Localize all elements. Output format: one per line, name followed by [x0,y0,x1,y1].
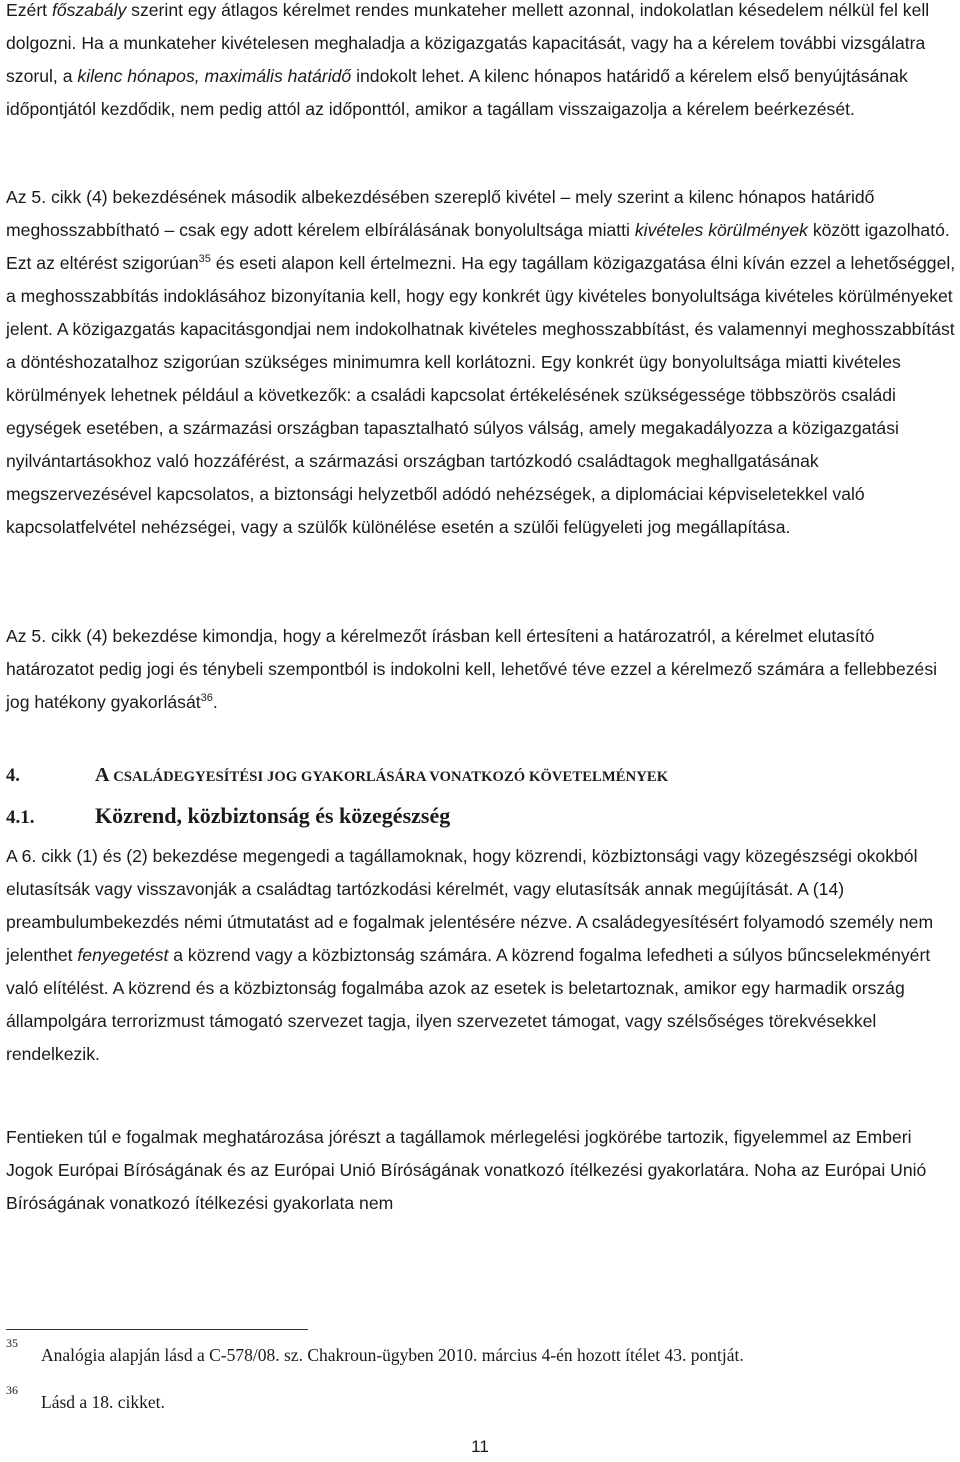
paragraph-processing-deadline [6,0,958,126]
text-segment: indokolt lehet. A kilenc hónapos határidő a kérelem első benyújtásának időpontjától kezdődik, nem pedig attól az időponttól, amikor a tagállam visszaigazolja a kérelem beérkezését. [6,66,908,119]
subsection-number: 4.1. [6,807,35,828]
paragraph-extension-exception [6,181,958,544]
emphasized-text: kilenc hónapos, maximális határidő [77,66,352,86]
text-segment: a közrend vagy a közbiztonság számára. A közrend fogalma lefedheti a súlyos bűncselekményért való elítélést. A közrend és a közbiztonság fogalmába azok az esetek is beletartoznak, amikor egy harmadik ország állampolgára terrorizmust támogató szervezet tagja, ilyen szervezetet támogat, vagy szélsőséges törekvésekkel rendelkezik. [6,945,931,1064]
footnote-reference[interactable]: 36 [200,692,213,704]
section-heading-4 [6,764,668,787]
footnote-text: Analógia alapján lásd a C-578/08. sz. Chakroun-ügyben 2010. március 4-én hozott ítélet 43. pontját. [41,1345,744,1365]
emphasized-text: fenyegetést [77,945,169,965]
text-segment: A 6. cikk (1) és (2) bekezdése megengedi a tagállamoknak, hogy közrendi, közbiztonsági vagy közegészségi okokból elutasítsák vagy visszavonják a családtag tartózkodási kérelmét, vagy elutasítsák annak megújítását. A (14) preambulumbekezdés némi útmutatást ad e fogalmak jelentésére nézve. A családegyesítésért folyamodó személy nem jelenthet [6,846,934,965]
footnote-separator [6,1329,308,1330]
section-title-initial: A [95,764,110,786]
paragraph-member-state-discretion [6,1121,958,1220]
footnote-text: Lásd a 18. cikket. [41,1392,165,1412]
subsection-title: Közrend, közbiztonság és közegészség [95,803,451,828]
text-segment: között igazolható. Ezt az eltérést szigorúan [6,220,950,273]
text-segment: Az 5. cikk (4) bekezdésének második albekezdésében szereplő kivétel – mely szerint a kilenc hónapos határidő meghosszabbítható – csak egy adott kérelem elbírálásának bonyolultsága miatti [6,187,875,240]
paragraph-decision-notification [6,620,958,719]
text-segment: . [212,692,218,712]
footnote-number: 35 [6,1336,18,1350]
section-number: 4. [6,766,20,786]
text-segment: Fentieken túl e fogalmak meghatározása jórészt a tagállamok mérlegelési jogkörébe tartozik, figyelemmel az Emberi Jogok Európai Bíróságának és az Európai Unió Bíróságának vonatkozó ítélkezési gyakorlatára. Noha az Európai Unió Bíróságának vonatkozó ítélkezési gyakorlata nem [6,1127,927,1213]
emphasized-text: kivételes körülmények [634,220,808,240]
footnote-reference[interactable]: 35 [198,253,211,265]
text-segment: Ezért [6,0,52,20]
text-segment: Az 5. cikk (4) bekezdése kimondja, hogy a kérelmezőt írásban kell értesíteni a határozatról, a kérelmet elutasító határozatot pedig jogi és ténybeli szempontból is indokolni kell, lehetővé téve ezzel a kérelmező számára a fellebbezési jog hatékony gyakorlását [6,626,938,712]
section-title: CSALÁDEGYESÍTÉSI JOG GYAKORLÁSÁRA VONATKOZÓ KÖVETELMÉNYEK [109,769,669,785]
emphasized-text: főszabály [51,0,127,20]
page-number: 11 [471,1437,489,1456]
text-segment: szerint egy átlagos kérelmet rendes munkateher mellett azonnal, indokolatlan késedelem nélkül fel kell dolgozni. Ha a munkateher kivételesen meghaladja a közigazgatás kapacitását, vagy ha a kérelem további vizsgálatra szorul, a [6,0,930,86]
subsection-heading-4-1 [6,803,450,829]
paragraph-public-order [6,840,958,1071]
footnote-number: 36 [6,1383,18,1397]
text-segment: és eseti alapon kell értelmezni. Ha egy tagállam közigazgatása élni kíván ezzel a lehetőséggel, a meghosszabbítás indoklásához bizonyítania kell, hogy egy konkrét ügy kivételes bonyolultsága kivételes körülményeket jelent. A közigazgatás kapacitásgondjai nem indokolhatnak kivételes meghosszabbítást, és valamennyi meghosszabbítást a döntéshozatalhoz szigorúan szükséges minimumra kell korlátozni. Egy konkrét ügy bonyolultsága miatti kivételes körülmények lehetnek például a következők: a családi kapcsolat értékelésének szükségessége többszörös családi egységek esetében, a származási országban tapasztalható súlyos válság, amely megakadályozza a közigazgatási nyilvántartásokhoz való hozzáférést, a származási országban tartózkodó családtagok meghallgatásának megszervezésével kapcsolatos, a biztonsági helyzetből adódó nehézségek, a diplomáciai képviseletekkel való kapcsolatfelvétel nehézségei, vagy a szülők különélése esetén a szülői felügyeleti jog megállapítása. [6,253,956,537]
